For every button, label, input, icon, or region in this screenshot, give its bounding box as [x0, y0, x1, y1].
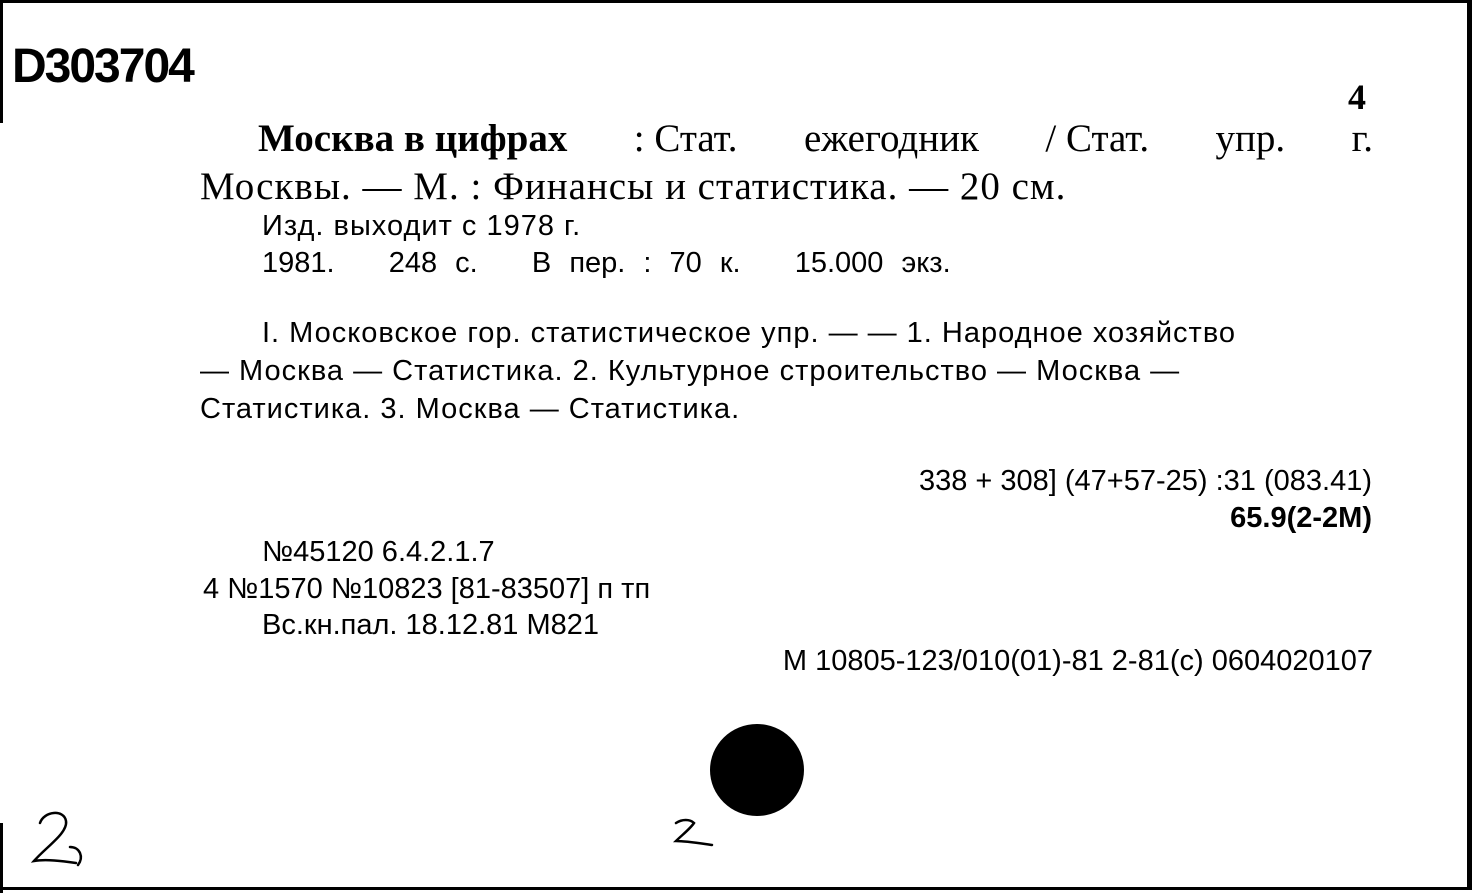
subjects-line: — Москва — Статистика. 2. Культурное строительство — Москва —	[200, 355, 1181, 387]
chamber-note: Вс.кн.пал. 18.12.81 М821	[262, 609, 600, 641]
card-number: 4	[1348, 77, 1366, 117]
title-part: / Стат.	[1045, 117, 1150, 160]
title-part: : Стат.	[633, 117, 738, 160]
registration-note: №45120 6.4.2.1.7	[262, 536, 495, 568]
handwritten-mark-icon	[672, 815, 720, 849]
punch-hole	[710, 724, 804, 816]
title-part: упр.	[1215, 117, 1286, 160]
subjects-line: I. Московское гор. статистическое упр. — — 1. Народное хозяйство	[262, 317, 1237, 349]
udc-index: 338 + 308] (47+57-25) :31 (083.41)	[918, 465, 1372, 497]
publisher-code: М 10805-123/010(01)-81 2-81(с) 0604020107	[782, 645, 1373, 677]
title-line	[258, 119, 1373, 158]
title-part: ежегодник	[803, 117, 979, 160]
handwritten-mark-icon	[26, 803, 96, 873]
publisher-line: Москвы. — М. : Финансы и статистика. — 20 см.	[200, 165, 1067, 208]
bbk-index: 65.9(2-2М)	[1230, 502, 1372, 534]
registration-note: 4 №1570 №10823 [81-83507] п тп	[203, 573, 651, 605]
title-part: г.	[1351, 117, 1373, 160]
card-edge	[0, 823, 3, 893]
book-title: Москва в цифрах	[258, 117, 568, 160]
catalog-number: D303704	[12, 40, 193, 93]
card-edge	[0, 3, 3, 123]
subjects-line: Статистика. 3. Москва — Статистика.	[200, 393, 741, 425]
edition-line: 1981. 248 с. В пер. : 70 к. 15.000 экз.	[262, 247, 951, 279]
publication-note: Изд. выходит с 1978 г.	[262, 210, 582, 242]
